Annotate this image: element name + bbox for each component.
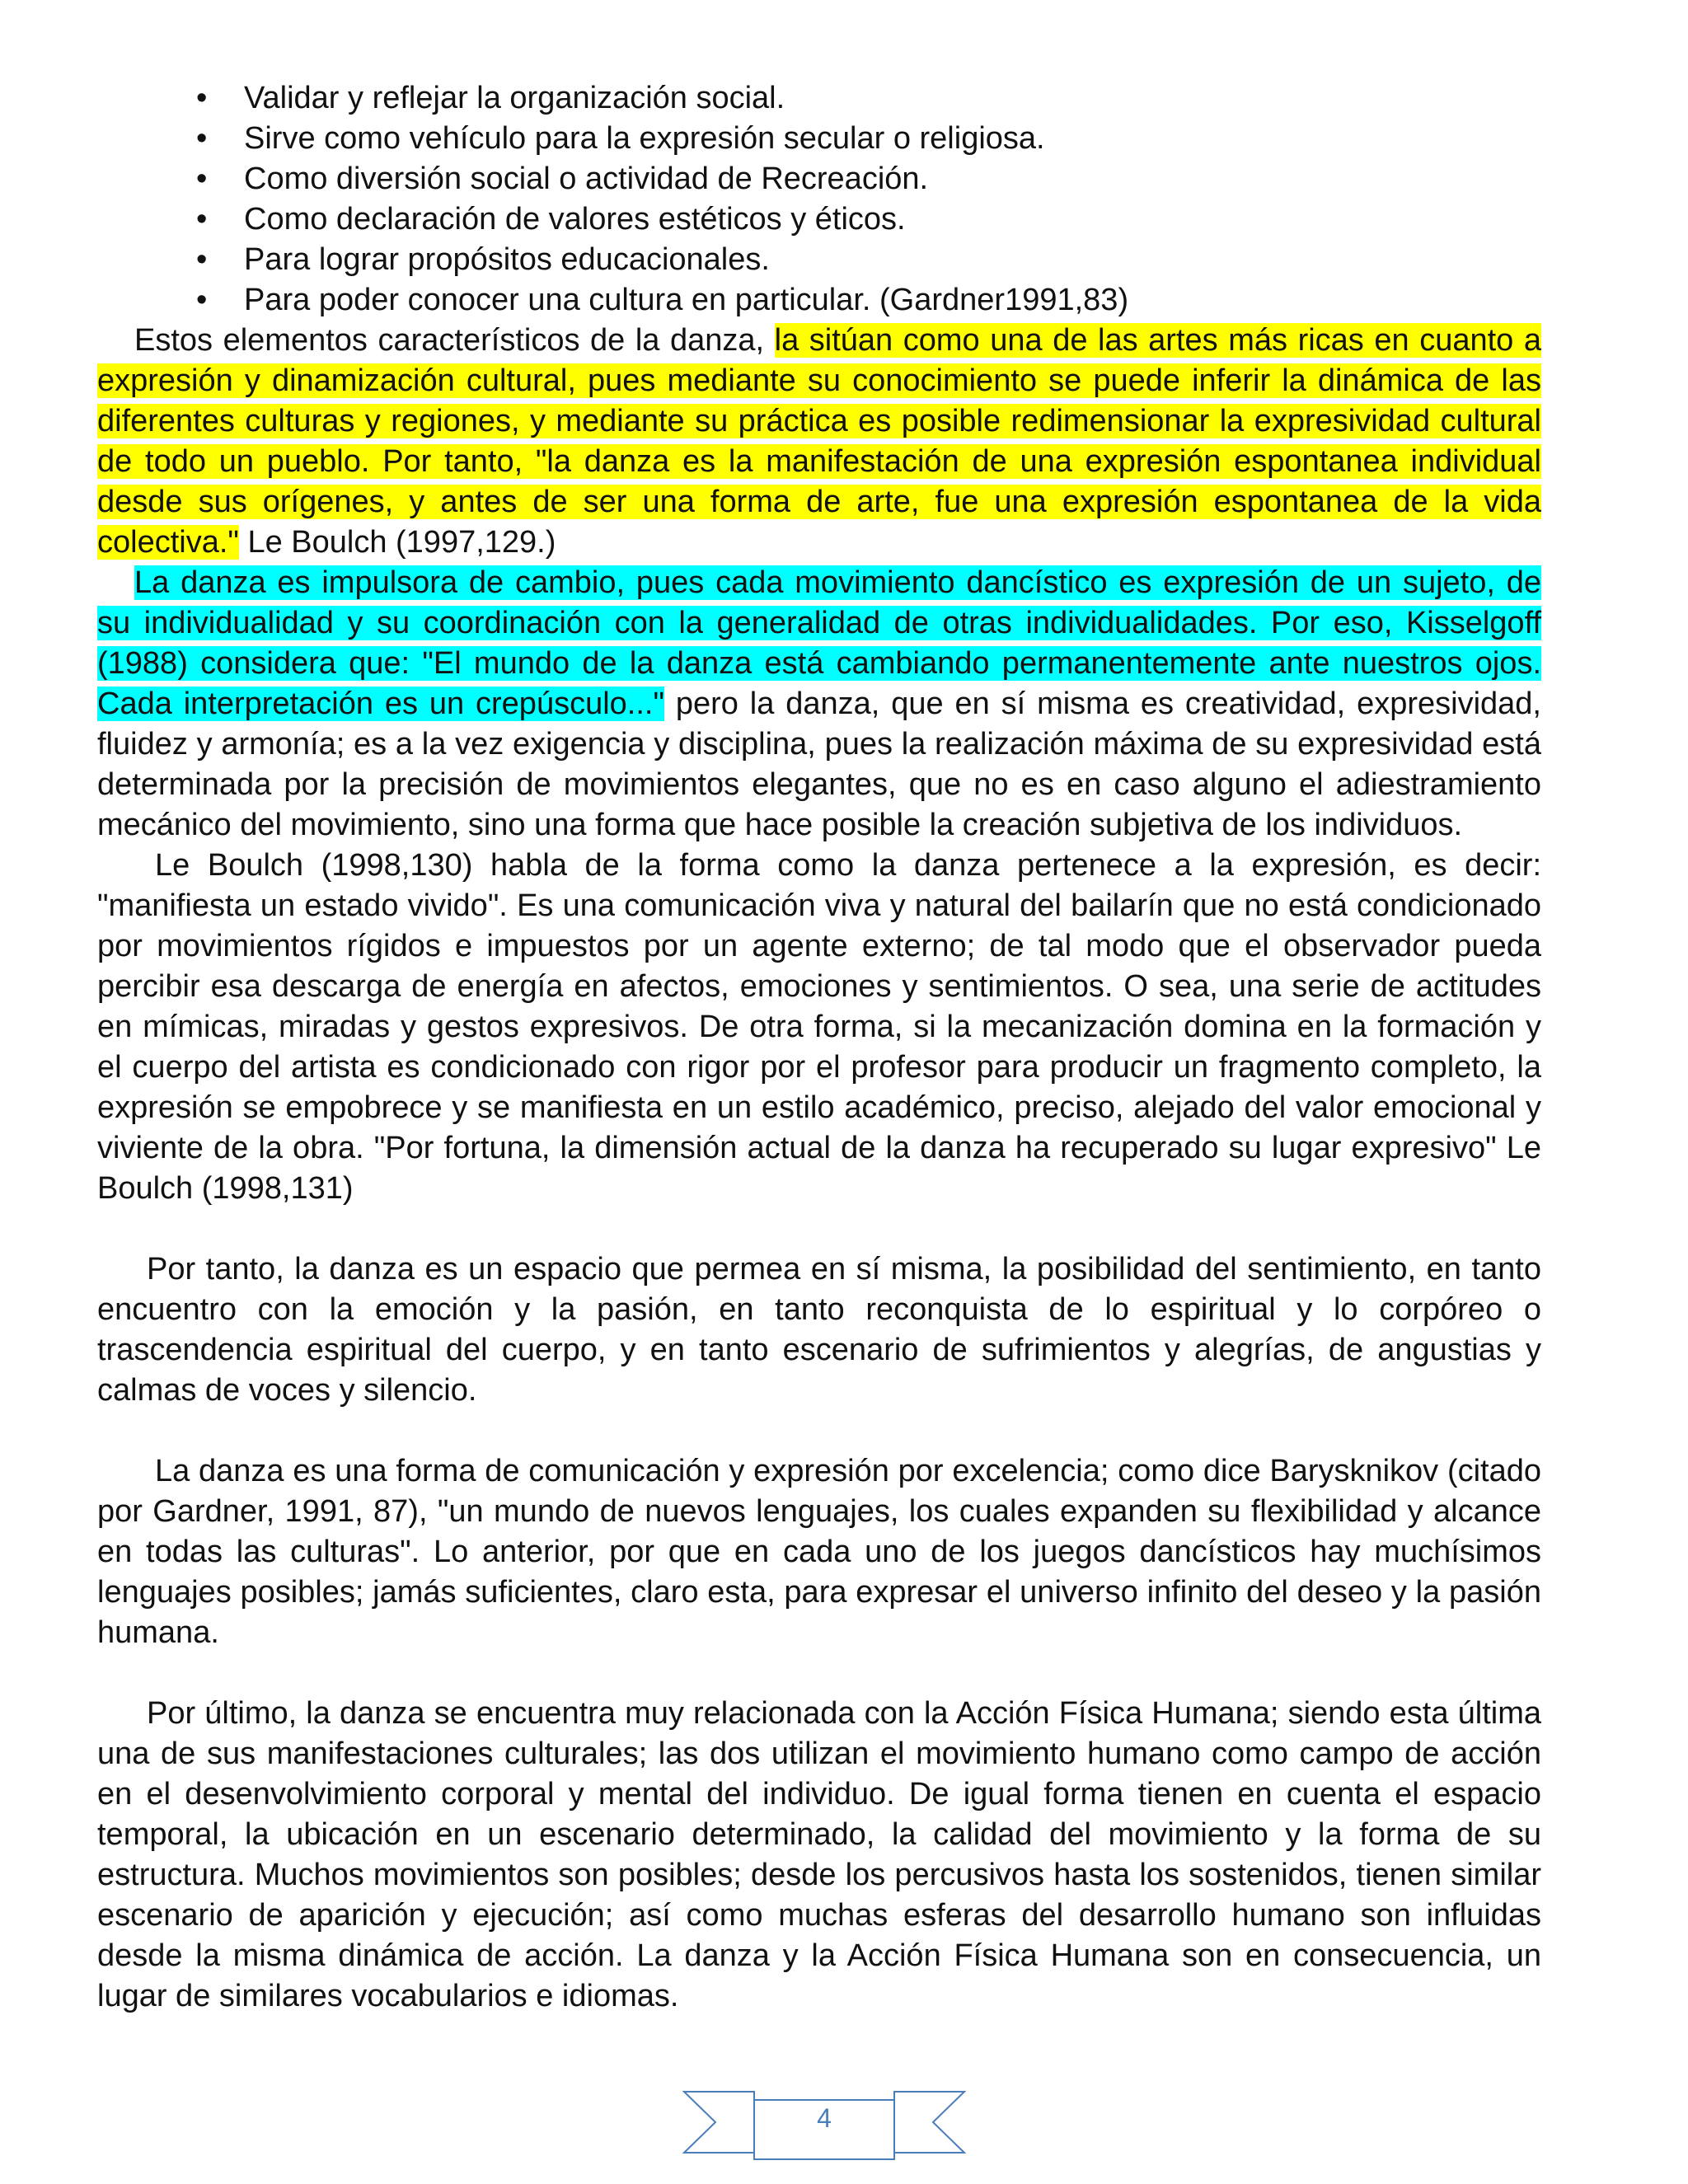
paragraph-le-boulch: Le Boulch (1998,130) habla de la forma como la danza pertenece a la expresión, es decir: "manifiesta un estado vivido". Es una comunicación viva y natural del bailarín que no está condicionado por movimientos rígidos e impuestos por un agente externo; de tal modo que el observador pueda percibir esa descarga de energía en afectos, emociones y sentimientos. O sea, una serie de actitudes en mímicas, miradas y gestos expresivos. De otra forma, si la mecanización domina en la formación y el cuerpo del artista es condicionado con rigor por el profesor para producir un fragmento completo, la expresión se empobrece y se manifiesta en un estilo académico, preciso, alejado del valor emocional y viviente de la obra. "Por fortuna, la dimensión actual de la danza ha recuperado su lugar expresivo" Le Boulch (1998,131) bbox=[97, 848, 1541, 1206]
list-item: • Validar y reflejar la organización social. bbox=[244, 78, 1541, 119]
paragraph-text: Estos elementos característicos de la danza, bbox=[134, 323, 775, 358]
paragraph-elementos bbox=[97, 321, 1541, 563]
list-item: • Sirve como vehículo para la expresión secular o religiosa. bbox=[244, 119, 1541, 159]
yellow-highlight-text: la sitúan como una de las artes más ricas en cuanto a expresión y dinamización cultural, pues mediante su conocimiento se puede inferir la dinámica de las diferentes culturas y regiones, y mediante su práctica es posible redimensionar la expresividad cultural de todo un pueblo. Por tanto, "la danza es la manifestación de una expresión espontanea individual desde sus orígenes, y antes de ser una forma de arte, fue una expresión espontanea de la vida colectiva." bbox=[97, 323, 1541, 560]
citation-text: Le Boulch (1997,129.) bbox=[238, 525, 556, 560]
paragraph-impulsora bbox=[97, 563, 1541, 846]
paragraph-espacio: Por tanto, la danza es un espacio que permea en sí misma, la posibilidad del sentimiento, en tanto encuentro con la emoción y la pasión, en tanto reconquista de lo espiritual y lo corpóreo o trascendencia espiritual del cuerpo, y en tanto escenario de sufrimientos y alegrías, de angustias y calmas de voces y silencio. bbox=[97, 1252, 1541, 1408]
page-body bbox=[97, 78, 1541, 2017]
cyan-highlight-text: La danza es impulsora de cambio, pues cada movimiento dancístico es expresión de un sujeto, de su individualidad y su coordinación con la generalidad de otras individualidades. Por eso, Kisselgoff (1988) considera que: "El mundo de la danza está cambiando permanentemente ante nuestros ojos. Cada interpretación es un crepúsculo..." bbox=[97, 565, 1541, 721]
paragraph-accion-fisica: Por último, la danza se encuentra muy relacionada con la Acción Física Humana; siendo esta última una de sus manifestaciones culturales; las dos utilizan el movimiento humano como campo de acción en el desenvolvimiento corporal y mental del individuo. De igual forma tienen en cuenta el espacio temporal, la ubicación en un escenario determinado, la calidad del movimiento y la forma de su estructura. Muchos movimientos son posibles; desde los percusivos hasta los sostenidos, tienen similar escenario de aparición y ejecución; así como muchas esferas del desarrollo humano son influidas desde la misma dinámica de acción. La danza y la Acción Física Humana son en consecuencia, un lugar de similares vocabularios e idiomas. bbox=[97, 1696, 1541, 2013]
paragraph-comunicacion: La danza es una forma de comunicación y expresión por excelencia; como dice Barysknikov (citado por Gardner, 1991, 87), "un mundo de nuevos lenguajes, los cuales expanden su flexibilidad y alcance en todas las culturas". Lo anterior, por que en cada uno de los juegos dancísticos hay muchísimos lenguajes posibles; jamás suficientes, claro esta, para expresar el universo infinito del deseo y la pasión humana. bbox=[97, 1454, 1541, 1650]
bullet-list bbox=[97, 78, 1541, 321]
list-item: • Para poder conocer una cultura en particular. (Gardner1991,83) bbox=[244, 280, 1541, 321]
list-item: • Para lograr propósitos educacionales. bbox=[244, 240, 1541, 280]
paragraph-text: pero la danza, que en sí misma es creatividad, expresividad, fluidez y armonía; es a la vez exigencia y disciplina, pues la realización máxima de su expresividad está determinada por la precisión de movimientos elegantes, que no es en caso alguno el adiestramiento mecánico del movimiento, sino una forma que hace posible la creación subjetiva de los individuos. bbox=[97, 687, 1541, 842]
list-item: • Como declaración de valores estéticos y éticos. bbox=[244, 199, 1541, 240]
page-footer bbox=[676, 2085, 973, 2163]
page-number: 4 bbox=[817, 2103, 832, 2133]
list-item: • Como diversión social o actividad de Recreación. bbox=[244, 159, 1541, 199]
